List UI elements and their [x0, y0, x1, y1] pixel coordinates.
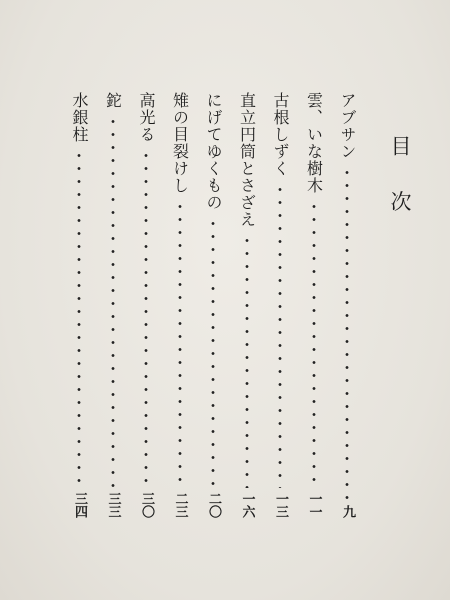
- toc-entry-title: 雲、いな樹木: [304, 92, 324, 194]
- toc-entry-title: 雉の目裂けし: [170, 92, 190, 194]
- toc-entry-page: 一六: [239, 492, 255, 518]
- toc-entry-page: 二〇: [206, 492, 221, 518]
- toc-entry-title: 水銀柱: [70, 92, 89, 143]
- table-of-contents: [68, 92, 358, 518]
- toc-entry-title: 古根しずく: [271, 92, 290, 177]
- dot-leader: [202, 217, 224, 488]
- toc-entry-title: 高光る: [137, 92, 156, 143]
- dot-leader: [102, 115, 124, 488]
- dot-leader: [68, 149, 90, 488]
- toc-entry: [269, 92, 291, 518]
- toc-entry: [68, 92, 90, 518]
- dot-leader: [236, 234, 258, 488]
- toc-entry-page: 九: [340, 505, 355, 518]
- toc-entry: [169, 92, 191, 518]
- dot-leader: [269, 183, 291, 488]
- dot-leader: [336, 166, 358, 501]
- toc-entry: [236, 92, 258, 518]
- dot-leader: [135, 149, 157, 488]
- toc-entry-page: 一一: [306, 492, 322, 518]
- dot-leader: [303, 200, 325, 488]
- toc-entry-page: 二三: [172, 492, 188, 518]
- toc-entry: [303, 92, 325, 518]
- toc-entry: [202, 92, 224, 518]
- toc-entry-page: 三〇: [139, 492, 154, 518]
- toc-entry-page: 三四: [72, 492, 87, 518]
- toc-entry-page: 三三: [105, 492, 121, 518]
- toc-entry: [135, 92, 157, 518]
- toc-entry: [336, 92, 358, 518]
- toc-heading: 目 次: [388, 135, 412, 226]
- toc-entry-title: にげてゆくもの: [204, 92, 223, 211]
- toc-entry-title: 鉈: [103, 92, 123, 109]
- dot-leader: [169, 200, 191, 488]
- toc-entry-title: 直立円筒とさざえ: [237, 92, 257, 228]
- toc-entry: [102, 92, 124, 518]
- toc-entry-title: アブサン: [338, 92, 357, 160]
- toc-entry-page: 一三: [273, 492, 288, 518]
